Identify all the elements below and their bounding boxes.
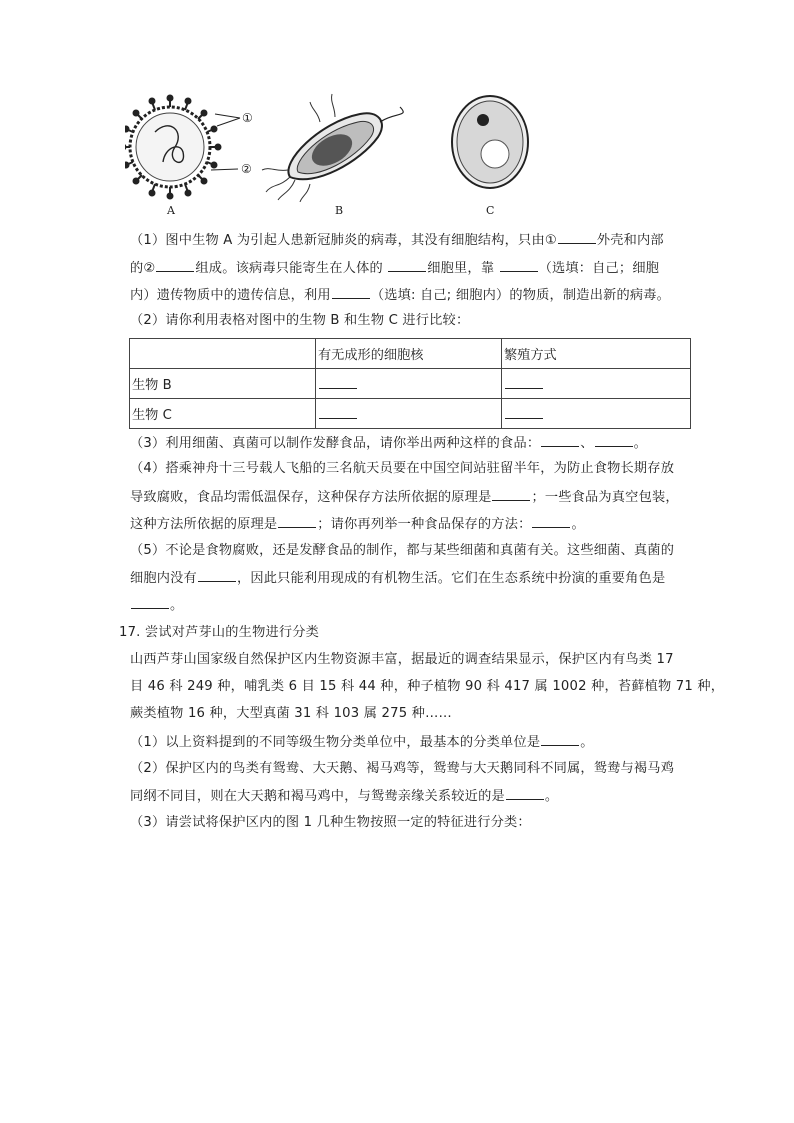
answer-blank[interactable] <box>595 433 633 447</box>
answer-blank[interactable] <box>541 732 579 746</box>
answer-blank[interactable] <box>505 375 543 389</box>
table-row <box>130 369 691 399</box>
answer-blank[interactable] <box>532 514 570 528</box>
q4-line-3: 这种方法所依据的原理是 ；请你再列举一种食品保存的方法： 。 <box>130 514 585 535</box>
organism-figures <box>120 92 540 222</box>
row-label: 生物 B <box>130 369 316 399</box>
comparison-table <box>129 338 691 429</box>
q5-line-1: （5）不论是食物腐败，还是发酵食品的制作，都与某些细菌和真菌有关。这些细菌、真菌的 <box>130 543 675 558</box>
answer-blank[interactable] <box>319 375 357 389</box>
q17-sub-1: （1）以上资料提到的不同等级生物分类单位中，最基本的分类单位是 。 <box>130 732 594 753</box>
table-cell <box>502 399 691 429</box>
q3-line: （3）利用细菌、真菌可以制作发酵食品，请你举出两种这样的食品： 、 。 <box>130 433 647 454</box>
q17-paragraph-3: 蕨类植物 16 种，大型真菌 31 科 103 属 275 种…… <box>130 706 452 721</box>
q4-line-1: （4）搭乘神舟十三号载人飞船的三名航天员要在中国空间站驻留半年，为防止食物长期存放 <box>130 461 675 476</box>
table-header-cell: 有无成形的细胞核 <box>316 339 502 369</box>
label-circle-1: ① <box>242 111 253 125</box>
q17-sub-2-line-2: 同纲不同目，则在大天鹅和褐马鸡中，与鸳鸯亲缘关系较近的是 。 <box>130 786 558 807</box>
answer-blank[interactable] <box>506 786 544 800</box>
answer-blank[interactable] <box>500 258 538 272</box>
table-header-row <box>130 339 691 369</box>
table-header-cell <box>130 339 316 369</box>
table-header-cell: 繁殖方式 <box>502 339 691 369</box>
yeast-figure-c <box>445 92 535 202</box>
label-circle-2: ② <box>241 162 252 176</box>
figure-label-a: A <box>167 204 175 217</box>
q17-title: 17. 尝试对芦芽山的生物进行分类 <box>119 625 320 640</box>
answer-blank[interactable] <box>131 595 169 609</box>
q4-line-2: 导致腐败，食品均需低温保存，这种保存方法所依据的原理是 ；一些食品为真空包装， <box>130 487 679 508</box>
q1-line-2: 的② 组成。该病毒只能寄生在人体的 细胞里，靠 （选填：自己；细胞 <box>130 258 659 279</box>
table-cell <box>502 369 691 399</box>
answer-blank[interactable] <box>492 487 530 501</box>
answer-blank[interactable] <box>388 258 426 272</box>
table-cell <box>316 369 502 399</box>
table-row <box>130 399 691 429</box>
q17-paragraph-2: 目 46 科 249 种，哺乳类 6 目 15 科 44 种，种子植物 90 科 417 属 1002 种，苔藓植物 71 种， <box>130 679 725 694</box>
q17-sub-2-line-1: （2）保护区内的鸟类有鸳鸯、大天鹅、褐马鸡等，鸳鸯与大天鹅同科不同属，鸳鸯与褐马鸡 <box>130 761 675 776</box>
table-cell <box>316 399 502 429</box>
answer-blank[interactable] <box>198 568 236 582</box>
q1-line-3: 内）遗传物质中的遗传信息，利用 （选填: 自己; 细胞内）的物质，制造出新的病毒。 <box>130 285 670 306</box>
row-label: 生物 C <box>130 399 316 429</box>
q1-line-1: （1）图中生物 A 为引起人患新冠肺炎的病毒，其没有细胞结构，只由① 外壳和内部 <box>130 230 664 251</box>
answer-blank[interactable] <box>319 405 357 419</box>
answer-blank[interactable] <box>505 405 543 419</box>
q5-line-3: 。 <box>130 595 183 616</box>
answer-blank[interactable] <box>558 230 596 244</box>
figure-label-b: B <box>335 204 344 217</box>
answer-blank[interactable] <box>541 433 579 447</box>
q2-intro: （2）请你利用表格对图中的生物 B 和生物 C 进行比较： <box>130 313 470 328</box>
virus-figure-a <box>125 92 265 202</box>
q17-paragraph-1: 山西芦芽山国家级自然保护区内生物资源丰富，据最近的调查结果显示，保护区内有鸟类 17 <box>130 652 674 667</box>
answer-blank[interactable] <box>156 258 194 272</box>
bacterium-figure-b <box>260 92 410 202</box>
q17-sub-3: （3）请尝试将保护区内的图 1 几种生物按照一定的特征进行分类： <box>130 815 531 830</box>
answer-blank[interactable] <box>332 285 370 299</box>
q5-line-2: 细胞内没有 ，因此只能利用现成的有机物生活。它们在生态系统中扮演的重要角色是 <box>130 568 665 589</box>
answer-blank[interactable] <box>278 514 316 528</box>
figure-label-c: C <box>486 204 495 217</box>
